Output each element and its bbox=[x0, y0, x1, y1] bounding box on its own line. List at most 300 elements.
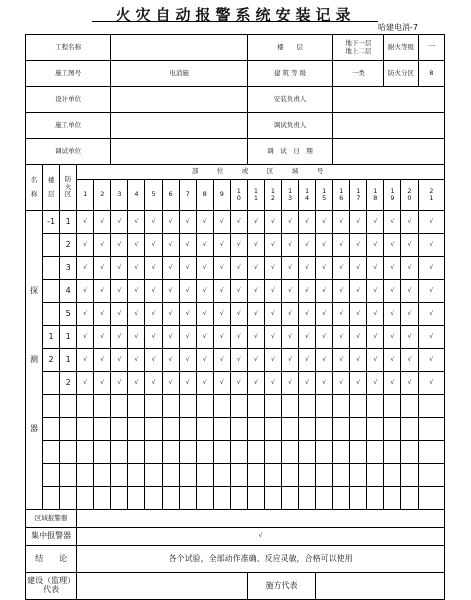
check-cell[interactable]: √ bbox=[77, 257, 94, 280]
check-cell[interactable]: √ bbox=[230, 303, 247, 326]
check-cell[interactable]: √ bbox=[247, 303, 264, 326]
check-cell[interactable]: √ bbox=[145, 303, 162, 326]
check-cell[interactable] bbox=[145, 464, 162, 487]
debug-person-value[interactable] bbox=[333, 113, 445, 139]
check-cell[interactable]: √ bbox=[333, 211, 350, 234]
check-cell[interactable]: √ bbox=[179, 234, 196, 257]
check-cell[interactable]: √ bbox=[264, 349, 281, 372]
check-cell[interactable] bbox=[350, 395, 367, 418]
check-cell[interactable]: √ bbox=[384, 372, 401, 395]
check-cell[interactable] bbox=[179, 395, 196, 418]
check-cell[interactable]: √ bbox=[213, 234, 230, 257]
check-cell[interactable]: √ bbox=[350, 211, 367, 234]
check-cell[interactable]: √ bbox=[367, 372, 384, 395]
check-cell[interactable]: √ bbox=[384, 349, 401, 372]
check-cell[interactable] bbox=[230, 487, 247, 510]
check-cell[interactable]: √ bbox=[367, 326, 384, 349]
check-cell[interactable] bbox=[316, 441, 333, 464]
check-cell[interactable] bbox=[196, 464, 213, 487]
check-cell[interactable]: √ bbox=[128, 372, 145, 395]
check-cell[interactable]: √ bbox=[94, 257, 111, 280]
check-cell[interactable]: √ bbox=[162, 257, 179, 280]
check-cell[interactable] bbox=[179, 418, 196, 441]
check-cell[interactable]: √ bbox=[299, 372, 316, 395]
zone-cell bbox=[60, 441, 77, 464]
check-cell[interactable] bbox=[145, 487, 162, 510]
check-cell[interactable] bbox=[350, 464, 367, 487]
check-cell[interactable]: √ bbox=[401, 303, 418, 326]
floor-cell bbox=[43, 418, 60, 441]
check-cell[interactable] bbox=[247, 487, 264, 510]
check-cell[interactable]: √ bbox=[213, 257, 230, 280]
check-cell[interactable] bbox=[145, 441, 162, 464]
check-cell[interactable]: √ bbox=[247, 326, 264, 349]
check-cell[interactable] bbox=[230, 395, 247, 418]
check-cell[interactable] bbox=[111, 487, 128, 510]
check-cell[interactable]: √ bbox=[247, 372, 264, 395]
check-cell[interactable]: √ bbox=[162, 303, 179, 326]
check-cell[interactable]: √ bbox=[264, 280, 281, 303]
check-cell[interactable] bbox=[367, 418, 384, 441]
check-cell[interactable] bbox=[196, 441, 213, 464]
check-cell[interactable]: √ bbox=[316, 349, 333, 372]
check-cell[interactable] bbox=[230, 418, 247, 441]
column-number bbox=[401, 180, 418, 211]
check-cell[interactable]: √ bbox=[299, 234, 316, 257]
check-cell[interactable] bbox=[264, 464, 281, 487]
check-cell[interactable]: √ bbox=[333, 234, 350, 257]
check-cell[interactable]: √ bbox=[281, 257, 298, 280]
check-cell[interactable]: √ bbox=[179, 349, 196, 372]
check-cell[interactable]: √ bbox=[230, 257, 247, 280]
constructor-rep-value[interactable] bbox=[316, 573, 445, 600]
check-cell[interactable]: √ bbox=[111, 349, 128, 372]
check-cell[interactable] bbox=[350, 441, 367, 464]
check-cell[interactable]: √ bbox=[384, 280, 401, 303]
check-cell[interactable] bbox=[111, 441, 128, 464]
check-cell[interactable] bbox=[333, 487, 350, 510]
check-cell[interactable]: √ bbox=[213, 372, 230, 395]
column-number bbox=[333, 180, 350, 211]
check-cell[interactable] bbox=[213, 464, 230, 487]
check-cell[interactable]: √ bbox=[299, 326, 316, 349]
check-cell[interactable]: √ bbox=[247, 234, 264, 257]
check-cell[interactable] bbox=[333, 441, 350, 464]
check-cell[interactable] bbox=[247, 464, 264, 487]
check-cell[interactable]: √ bbox=[145, 234, 162, 257]
detector-name-cell bbox=[26, 441, 43, 464]
check-cell[interactable]: √ bbox=[230, 372, 247, 395]
detector-name-cell bbox=[26, 234, 43, 257]
check-cell[interactable]: √ bbox=[316, 326, 333, 349]
check-cell[interactable]: √ bbox=[418, 257, 444, 280]
check-cell[interactable]: √ bbox=[316, 372, 333, 395]
check-cell[interactable] bbox=[333, 464, 350, 487]
check-cell[interactable] bbox=[401, 418, 418, 441]
check-cell[interactable] bbox=[281, 418, 298, 441]
check-cell[interactable] bbox=[350, 418, 367, 441]
check-cell[interactable] bbox=[418, 395, 444, 418]
check-cell[interactable]: √ bbox=[316, 234, 333, 257]
check-cell[interactable] bbox=[213, 441, 230, 464]
check-cell[interactable] bbox=[77, 441, 94, 464]
check-cell[interactable] bbox=[401, 395, 418, 418]
check-cell[interactable] bbox=[418, 418, 444, 441]
check-cell[interactable]: √ bbox=[230, 349, 247, 372]
check-cell[interactable]: √ bbox=[179, 326, 196, 349]
debug-unit-value[interactable] bbox=[111, 139, 248, 165]
check-cell[interactable] bbox=[281, 487, 298, 510]
check-cell[interactable] bbox=[162, 464, 179, 487]
check-cell[interactable]: √ bbox=[111, 280, 128, 303]
check-cell[interactable]: √ bbox=[333, 372, 350, 395]
check-cell[interactable]: √ bbox=[367, 234, 384, 257]
owner-rep-value[interactable] bbox=[77, 573, 248, 600]
check-cell[interactable]: √ bbox=[333, 349, 350, 372]
check-cell[interactable] bbox=[264, 395, 281, 418]
design-unit-value[interactable] bbox=[111, 87, 248, 113]
check-cell[interactable]: √ bbox=[401, 211, 418, 234]
check-cell[interactable] bbox=[128, 464, 145, 487]
check-cell[interactable]: √ bbox=[162, 211, 179, 234]
check-cell[interactable]: √ bbox=[145, 280, 162, 303]
check-cell[interactable]: √ bbox=[367, 303, 384, 326]
check-cell[interactable]: √ bbox=[264, 303, 281, 326]
check-cell[interactable]: √ bbox=[94, 234, 111, 257]
check-cell[interactable]: √ bbox=[145, 372, 162, 395]
check-cell[interactable]: √ bbox=[247, 280, 264, 303]
check-cell[interactable] bbox=[418, 464, 444, 487]
check-cell[interactable]: √ bbox=[128, 349, 145, 372]
check-cell[interactable]: √ bbox=[350, 372, 367, 395]
check-cell[interactable]: √ bbox=[401, 257, 418, 280]
check-cell[interactable]: √ bbox=[264, 257, 281, 280]
check-cell[interactable] bbox=[213, 418, 230, 441]
check-cell[interactable]: √ bbox=[418, 280, 444, 303]
check-cell[interactable]: √ bbox=[418, 372, 444, 395]
check-cell[interactable]: √ bbox=[111, 326, 128, 349]
check-cell[interactable] bbox=[384, 464, 401, 487]
check-cell[interactable]: √ bbox=[264, 326, 281, 349]
check-cell[interactable] bbox=[94, 487, 111, 510]
check-cell[interactable] bbox=[264, 441, 281, 464]
check-cell[interactable]: √ bbox=[316, 280, 333, 303]
check-cell[interactable]: √ bbox=[333, 326, 350, 349]
check-cell[interactable]: √ bbox=[350, 234, 367, 257]
check-cell[interactable] bbox=[94, 418, 111, 441]
check-cell[interactable] bbox=[145, 395, 162, 418]
check-cell[interactable]: √ bbox=[367, 280, 384, 303]
check-cell[interactable]: √ bbox=[384, 234, 401, 257]
check-cell[interactable] bbox=[128, 441, 145, 464]
check-cell[interactable]: √ bbox=[145, 257, 162, 280]
check-cell[interactable]: √ bbox=[213, 280, 230, 303]
check-cell[interactable] bbox=[111, 418, 128, 441]
check-cell[interactable]: √ bbox=[162, 280, 179, 303]
check-cell[interactable] bbox=[418, 441, 444, 464]
check-cell[interactable]: √ bbox=[213, 303, 230, 326]
check-cell[interactable]: √ bbox=[418, 326, 444, 349]
check-cell[interactable]: √ bbox=[128, 234, 145, 257]
check-cell[interactable]: √ bbox=[281, 280, 298, 303]
check-cell[interactable]: √ bbox=[111, 211, 128, 234]
check-cell[interactable]: √ bbox=[401, 326, 418, 349]
check-cell[interactable]: √ bbox=[196, 349, 213, 372]
check-cell[interactable] bbox=[418, 487, 444, 510]
check-cell[interactable]: √ bbox=[384, 211, 401, 234]
install-person-value[interactable] bbox=[333, 87, 445, 113]
check-cell[interactable] bbox=[77, 418, 94, 441]
check-cell[interactable] bbox=[401, 464, 418, 487]
check-cell[interactable]: √ bbox=[350, 257, 367, 280]
check-cell[interactable] bbox=[350, 487, 367, 510]
check-cell[interactable]: √ bbox=[247, 349, 264, 372]
check-cell[interactable]: √ bbox=[128, 303, 145, 326]
check-cell[interactable]: √ bbox=[128, 326, 145, 349]
column-number-digit: 9 bbox=[390, 194, 395, 202]
check-cell[interactable]: √ bbox=[213, 349, 230, 372]
check-cell[interactable]: √ bbox=[333, 280, 350, 303]
check-cell[interactable] bbox=[179, 441, 196, 464]
check-cell[interactable] bbox=[162, 395, 179, 418]
check-cell[interactable] bbox=[128, 418, 145, 441]
check-cell[interactable] bbox=[384, 418, 401, 441]
check-cell[interactable] bbox=[77, 464, 94, 487]
check-cell[interactable]: √ bbox=[196, 234, 213, 257]
check-cell[interactable] bbox=[77, 487, 94, 510]
check-cell[interactable]: √ bbox=[316, 211, 333, 234]
check-cell[interactable]: √ bbox=[213, 211, 230, 234]
check-cell[interactable] bbox=[179, 487, 196, 510]
check-cell[interactable] bbox=[299, 441, 316, 464]
check-cell[interactable]: √ bbox=[247, 211, 264, 234]
row-conclusion bbox=[26, 546, 445, 573]
check-cell[interactable] bbox=[384, 395, 401, 418]
check-cell[interactable]: √ bbox=[196, 303, 213, 326]
check-cell[interactable]: √ bbox=[333, 303, 350, 326]
check-cell[interactable]: √ bbox=[418, 303, 444, 326]
zone-cell: 1 bbox=[60, 349, 77, 372]
check-cell[interactable]: √ bbox=[77, 372, 94, 395]
check-cell[interactable]: √ bbox=[145, 211, 162, 234]
check-cell[interactable] bbox=[179, 464, 196, 487]
check-cell[interactable]: √ bbox=[299, 280, 316, 303]
check-cell[interactable]: √ bbox=[128, 257, 145, 280]
check-cell[interactable]: √ bbox=[77, 349, 94, 372]
check-cell[interactable] bbox=[281, 464, 298, 487]
check-cell[interactable] bbox=[367, 395, 384, 418]
check-cell[interactable]: √ bbox=[316, 257, 333, 280]
project-name-value[interactable] bbox=[111, 35, 248, 61]
detector-name-cell bbox=[26, 257, 43, 280]
check-cell[interactable]: √ bbox=[316, 303, 333, 326]
check-cell[interactable]: √ bbox=[111, 303, 128, 326]
check-cell[interactable]: √ bbox=[350, 303, 367, 326]
check-cell[interactable]: √ bbox=[162, 372, 179, 395]
check-cell[interactable] bbox=[247, 395, 264, 418]
check-cell[interactable] bbox=[281, 441, 298, 464]
check-cell[interactable]: √ bbox=[196, 326, 213, 349]
check-cell[interactable] bbox=[401, 441, 418, 464]
check-cell[interactable] bbox=[196, 395, 213, 418]
check-cell[interactable]: √ bbox=[196, 280, 213, 303]
check-cell[interactable]: √ bbox=[94, 280, 111, 303]
check-cell[interactable] bbox=[196, 418, 213, 441]
check-cell[interactable]: √ bbox=[179, 257, 196, 280]
construction-unit-value[interactable] bbox=[111, 113, 248, 139]
check-cell[interactable]: √ bbox=[350, 280, 367, 303]
check-cell[interactable] bbox=[299, 464, 316, 487]
check-cell[interactable]: √ bbox=[384, 257, 401, 280]
check-cell[interactable] bbox=[94, 395, 111, 418]
check-cell[interactable] bbox=[316, 395, 333, 418]
row-zone-alarm bbox=[26, 510, 445, 528]
check-cell[interactable] bbox=[213, 395, 230, 418]
check-cell[interactable] bbox=[316, 487, 333, 510]
check-cell[interactable] bbox=[281, 395, 298, 418]
check-cell[interactable] bbox=[162, 441, 179, 464]
check-cell[interactable]: √ bbox=[350, 326, 367, 349]
check-cell[interactable]: √ bbox=[367, 211, 384, 234]
check-cell[interactable] bbox=[401, 487, 418, 510]
check-cell[interactable] bbox=[299, 418, 316, 441]
check-cell[interactable]: √ bbox=[128, 211, 145, 234]
check-cell[interactable]: √ bbox=[418, 234, 444, 257]
check-cell[interactable]: √ bbox=[281, 234, 298, 257]
check-cell[interactable] bbox=[128, 395, 145, 418]
check-cell[interactable]: √ bbox=[401, 349, 418, 372]
debug-unit-label: 调试单位 bbox=[26, 139, 111, 165]
zone-alarm-value[interactable] bbox=[77, 510, 445, 528]
check-cell[interactable]: √ bbox=[367, 349, 384, 372]
check-cell[interactable]: √ bbox=[77, 211, 94, 234]
check-cell[interactable]: √ bbox=[196, 211, 213, 234]
check-cell[interactable] bbox=[333, 395, 350, 418]
check-cell[interactable]: √ bbox=[94, 211, 111, 234]
check-cell[interactable] bbox=[299, 487, 316, 510]
check-cell[interactable]: √ bbox=[196, 257, 213, 280]
check-cell[interactable]: √ bbox=[299, 211, 316, 234]
check-cell[interactable]: √ bbox=[401, 234, 418, 257]
check-cell[interactable] bbox=[128, 487, 145, 510]
check-cell[interactable]: √ bbox=[281, 349, 298, 372]
check-cell[interactable]: √ bbox=[401, 372, 418, 395]
check-cell[interactable]: √ bbox=[247, 257, 264, 280]
check-cell[interactable] bbox=[196, 487, 213, 510]
check-cell[interactable]: √ bbox=[418, 349, 444, 372]
check-cell[interactable] bbox=[162, 418, 179, 441]
check-cell[interactable] bbox=[299, 395, 316, 418]
check-cell[interactable] bbox=[247, 418, 264, 441]
check-cell[interactable]: √ bbox=[213, 326, 230, 349]
check-cell[interactable]: √ bbox=[77, 234, 94, 257]
check-cell[interactable] bbox=[384, 441, 401, 464]
check-cell[interactable]: √ bbox=[94, 349, 111, 372]
check-cell[interactable]: √ bbox=[230, 234, 247, 257]
check-cell[interactable]: √ bbox=[196, 372, 213, 395]
column-number bbox=[418, 180, 444, 211]
check-cell[interactable]: √ bbox=[179, 372, 196, 395]
row-central-alarm bbox=[26, 528, 445, 546]
check-cell[interactable]: √ bbox=[264, 372, 281, 395]
check-cell[interactable]: √ bbox=[401, 280, 418, 303]
check-cell[interactable] bbox=[367, 487, 384, 510]
check-cell[interactable]: √ bbox=[384, 326, 401, 349]
check-cell[interactable] bbox=[111, 395, 128, 418]
check-cell[interactable]: √ bbox=[77, 326, 94, 349]
check-cell[interactable]: √ bbox=[94, 326, 111, 349]
check-cell[interactable] bbox=[162, 487, 179, 510]
check-cell[interactable] bbox=[230, 441, 247, 464]
check-cell[interactable]: √ bbox=[162, 326, 179, 349]
check-cell[interactable] bbox=[94, 441, 111, 464]
check-cell[interactable] bbox=[230, 464, 247, 487]
check-cell[interactable]: √ bbox=[264, 234, 281, 257]
column-number-digit: 5 bbox=[322, 194, 327, 202]
check-cell[interactable] bbox=[316, 418, 333, 441]
check-cell[interactable] bbox=[213, 487, 230, 510]
check-cell[interactable]: √ bbox=[384, 303, 401, 326]
check-cell[interactable] bbox=[264, 487, 281, 510]
check-cell[interactable] bbox=[145, 418, 162, 441]
check-cell[interactable]: √ bbox=[281, 211, 298, 234]
check-cell[interactable]: √ bbox=[367, 257, 384, 280]
check-cell[interactable]: √ bbox=[230, 211, 247, 234]
check-cell[interactable]: √ bbox=[94, 372, 111, 395]
check-cell[interactable]: √ bbox=[333, 257, 350, 280]
check-cell[interactable]: √ bbox=[264, 211, 281, 234]
check-cell[interactable]: √ bbox=[77, 303, 94, 326]
check-cell[interactable]: √ bbox=[77, 280, 94, 303]
check-cell[interactable] bbox=[77, 395, 94, 418]
check-cell[interactable] bbox=[94, 464, 111, 487]
check-cell[interactable]: √ bbox=[111, 257, 128, 280]
check-cell[interactable]: √ bbox=[179, 303, 196, 326]
check-cell[interactable]: √ bbox=[145, 349, 162, 372]
check-cell[interactable]: √ bbox=[162, 349, 179, 372]
check-cell[interactable] bbox=[111, 464, 128, 487]
check-cell[interactable]: √ bbox=[111, 372, 128, 395]
column-number-digit: 0 bbox=[236, 194, 241, 202]
check-cell[interactable] bbox=[367, 441, 384, 464]
check-cell[interactable]: √ bbox=[281, 303, 298, 326]
check-cell[interactable]: √ bbox=[179, 280, 196, 303]
check-cell[interactable]: √ bbox=[179, 211, 196, 234]
check-cell[interactable]: √ bbox=[162, 234, 179, 257]
check-cell[interactable]: √ bbox=[111, 234, 128, 257]
check-cell[interactable] bbox=[316, 464, 333, 487]
check-cell[interactable]: √ bbox=[350, 349, 367, 372]
check-cell[interactable]: √ bbox=[299, 349, 316, 372]
check-cell[interactable] bbox=[247, 441, 264, 464]
check-cell[interactable]: √ bbox=[128, 280, 145, 303]
check-cell[interactable] bbox=[367, 464, 384, 487]
check-cell[interactable]: √ bbox=[281, 326, 298, 349]
check-cell[interactable]: √ bbox=[230, 326, 247, 349]
check-cell[interactable] bbox=[264, 418, 281, 441]
column-number bbox=[179, 180, 196, 211]
check-cell[interactable]: √ bbox=[418, 211, 444, 234]
debug-date-value[interactable] bbox=[333, 139, 445, 165]
check-cell[interactable]: √ bbox=[230, 280, 247, 303]
check-cell[interactable]: √ bbox=[281, 372, 298, 395]
check-cell[interactable]: √ bbox=[299, 303, 316, 326]
check-cell[interactable] bbox=[333, 418, 350, 441]
check-cell[interactable] bbox=[384, 487, 401, 510]
check-cell[interactable]: √ bbox=[299, 257, 316, 280]
check-cell[interactable]: √ bbox=[145, 326, 162, 349]
check-cell[interactable]: √ bbox=[94, 303, 111, 326]
